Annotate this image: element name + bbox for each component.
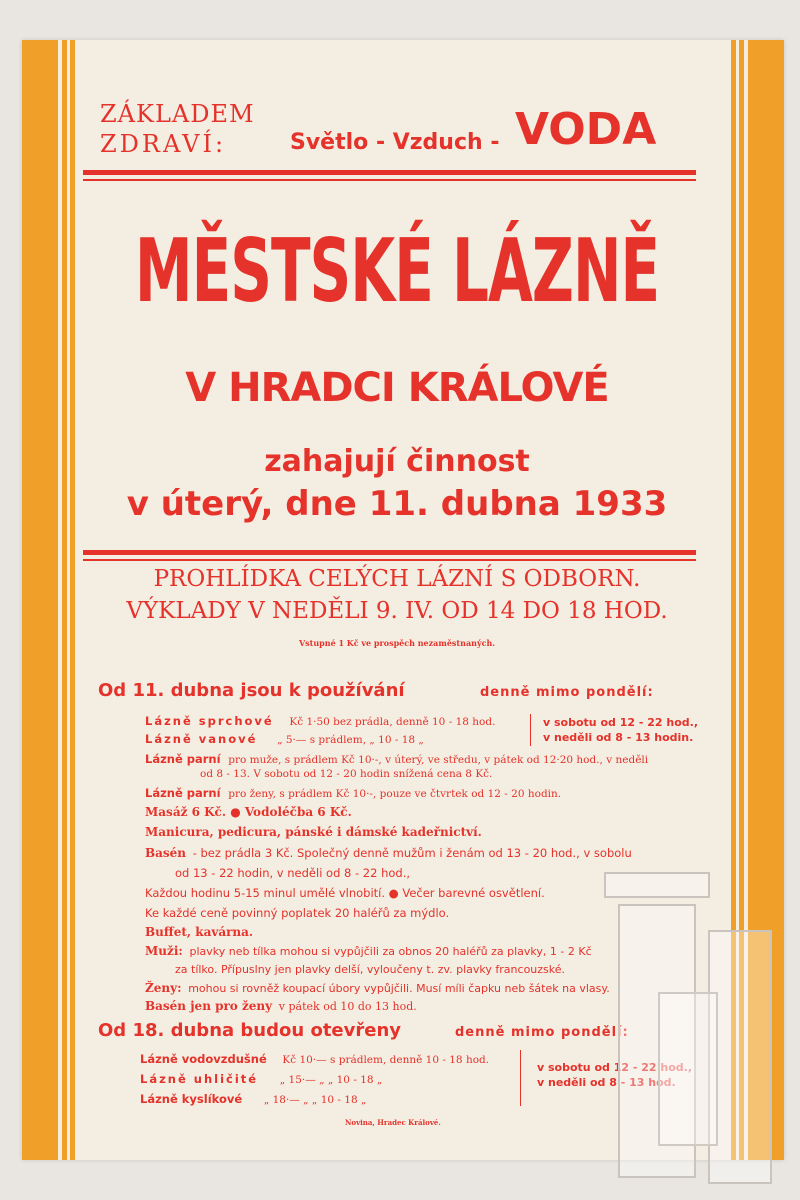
s2-line-0: Lázně vodovzdušné Kč 10·— s prádlem, denně 10 - 18 hod. (140, 1052, 490, 1066)
title-line-1: MĚSTSKÉ LÁZNĚ (134, 220, 660, 322)
tour-line-2: VÝKLADY V NEDĚLI 9. IV. OD 14 DO 18 HOD. (126, 598, 668, 624)
s2-line-1: Lázně uhličité „ 15·— „ „ 10 - 18 „ (140, 1072, 383, 1086)
s1-side-1: v sobotu od 12 - 22 hod., (543, 716, 699, 729)
header-zakladem: ZÁKLADEM (100, 100, 255, 128)
header-voda: VODA (515, 104, 657, 155)
s2-divider (520, 1050, 521, 1106)
section1-heading: Od 11. dubna jsou k používání (98, 680, 405, 701)
tour-rule-2 (83, 559, 696, 561)
header-svetlo-vzduch: Světlo - Vzduch - (290, 130, 500, 155)
s1-line-12: Muži: plavky neb tílka mohou si vypůjčili za obnos 20 haléřů za plavky, 1 - 2 Kč (145, 944, 592, 958)
s1-line-0: Lázně sprchové Kč 1·50 bez prádla, denně 10 - 18 hod. (145, 714, 496, 728)
s1-line-5: Masáž 6 Kč. ● Vodoléčba 6 Kč. (145, 805, 352, 819)
s1-line-11: Buffet, kavárna. (145, 925, 254, 939)
title-line-3: zahajují činnost (264, 444, 530, 479)
tour-note: Vstupné 1 Kč ve prospěch nezaměstnaných. (298, 638, 496, 648)
tour-line-1: PROHLÍDKA CELÝCH LÁZNÍ S ODBORN. (153, 566, 641, 592)
s1-line-2: Lázně parní pro muže, s prádlem Kč 10·-, v úterý, ve středu, v pátek od 12·20 hod., v neděli (145, 752, 649, 766)
s1-line-3: od 8 - 13. V sobotu od 12 - 20 hodin snížená cena 8 Kč. (200, 768, 493, 780)
s1-line-10: Ke každé ceně povinný poplatek 20 haléřů za mýdlo. (145, 906, 450, 920)
header-zdravi: ZDRAVÍ: (100, 130, 227, 158)
s1-line-15: Basén jen pro ženy v pátek od 10 do 13 hod. (145, 999, 417, 1013)
s1-line-1: Lázně vanové „ 5·— s prádlem, „ 10 - 18 „ (145, 732, 424, 746)
s1-line-4: Lázně parní pro ženy, s prádlem Kč 10·-, pouze ve čtvrtek od 12 - 20 hodin. (145, 786, 562, 800)
s1-line-9: Každou hodinu 5-15 minul umělé vlnobití. ● Večer barevné osvětlení. (145, 886, 545, 900)
left-stripe-thin-1 (62, 40, 67, 1160)
s1-line-13: za tílko. Přípuslny jen plavky delší, vyloučeny t. zv. plavky francouzské. (175, 963, 566, 976)
s1-line-8: od 13 - 22 hodin, v neděli od 8 - 22 hod., (175, 866, 411, 880)
section2-heading-tail: denně mimo pondělí: (455, 1025, 629, 1040)
s2-side-1: v sobotu od 12 - 22 hod., (537, 1061, 693, 1074)
s1-line-6: Manicura, pedicura, pánské i dámské kadeřnictví. (145, 825, 482, 839)
s1-side-2: v neděli od 8 - 13 hodin. (543, 731, 694, 744)
left-stripe-thin-2 (70, 40, 75, 1160)
title-line-2: V HRADCI KRÁLOVÉ (185, 365, 609, 411)
watermark-logo (598, 872, 776, 1188)
s1-line-14: Ženy: mohou si rovněž koupací úbory vypůjčili. Musí míli čapku neb šátek na vlasy. (145, 981, 610, 995)
section1-heading-tail: denně mimo pondělí: (480, 685, 654, 700)
s1-line-7: Basén - bez prádla 3 Kč. Společný denně mužům i ženám od 13 - 20 hod., v sobolu (145, 846, 632, 860)
title-line-4: v úterý, dne 11. dubna 1933 (126, 484, 668, 524)
left-stripe-wide (22, 40, 58, 1160)
s1-divider (530, 714, 531, 746)
section2-heading: Od 18. dubna budou otevřeny (98, 1020, 401, 1041)
header-rule-1 (83, 170, 696, 175)
printer-imprint: Novina, Hradec Králové. (345, 1118, 441, 1127)
s2-side-2: v neděli od 8 - 13 hod. (537, 1076, 676, 1089)
header-rule-2 (83, 179, 696, 181)
tour-rule-1 (83, 550, 696, 555)
s2-line-2: Lázně kyslíkové „ 18·— „ „ 10 - 18 „ (140, 1092, 367, 1106)
